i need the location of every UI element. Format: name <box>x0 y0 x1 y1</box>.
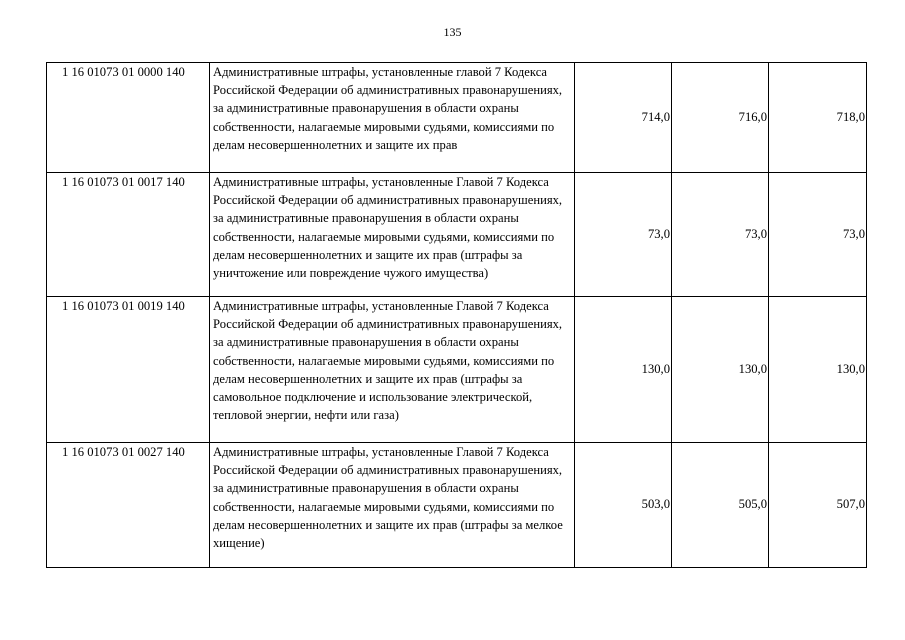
revenue-description-cell: Административные штрафы, установленные главой 7 Кодекса Российской Федерации об административных правонарушениях, за административные правонарушения в области охраны собственности, налагаемые мировыми судьями, комиссиями по делам несовершеннолетних и защите их прав <box>210 63 575 173</box>
page-number: 135 <box>443 25 462 39</box>
revenue-description-cell: Административные штрафы, установленные Главой 7 Кодекса Российской Федерации об административных правонарушениях, за административные правонарушения в области охраны собственности, налагаемые мировыми судьями, комиссиями по делам несовершеннолетних и защите их прав (штрафы за самовольное подключение и использование электрической, тепловой энергии, нефти или газа) <box>210 297 575 443</box>
value-cell-year-3: 507,0 <box>769 443 867 568</box>
value-cell-year-2: 130,0 <box>672 297 769 443</box>
value-cell-year-1: 73,0 <box>575 173 672 297</box>
value-cell-year-3: 718,0 <box>769 63 867 173</box>
table-row <box>47 443 867 568</box>
budget-revenue-table <box>46 62 867 568</box>
value-cell-year-3: 130,0 <box>769 297 867 443</box>
revenue-code-cell: 1 16 01073 01 0017 140 <box>47 173 210 297</box>
table-row <box>47 297 867 443</box>
value-cell-year-1: 714,0 <box>575 63 672 173</box>
table-row <box>47 173 867 297</box>
value-cell-year-2: 716,0 <box>672 63 769 173</box>
value-cell-year-2: 505,0 <box>672 443 769 568</box>
table-row <box>47 63 867 173</box>
value-cell-year-3: 73,0 <box>769 173 867 297</box>
revenue-code-cell: 1 16 01073 01 0027 140 <box>47 443 210 568</box>
revenue-description-cell: Административные штрафы, установленные Главой 7 Кодекса Российской Федерации об административных правонарушениях, за административные правонарушения в области охраны собственности, налагаемые мировыми судьями, комиссиями по делам несовершеннолетних и защите их прав (штрафы за мелкое хищение) <box>210 443 575 568</box>
value-cell-year-2: 73,0 <box>672 173 769 297</box>
value-cell-year-1: 130,0 <box>575 297 672 443</box>
value-cell-year-1: 503,0 <box>575 443 672 568</box>
revenue-description-cell: Административные штрафы, установленные Главой 7 Кодекса Российской Федерации об административных правонарушениях, за административные правонарушения в области охраны собственности, налагаемые мировыми судьями, комиссиями по делам несовершеннолетних и защите их прав (штрафы за уничтожение или повреждение чужого имущества) <box>210 173 575 297</box>
revenue-code-cell: 1 16 01073 01 0019 140 <box>47 297 210 443</box>
revenue-code-cell: 1 16 01073 01 0000 140 <box>47 63 210 173</box>
